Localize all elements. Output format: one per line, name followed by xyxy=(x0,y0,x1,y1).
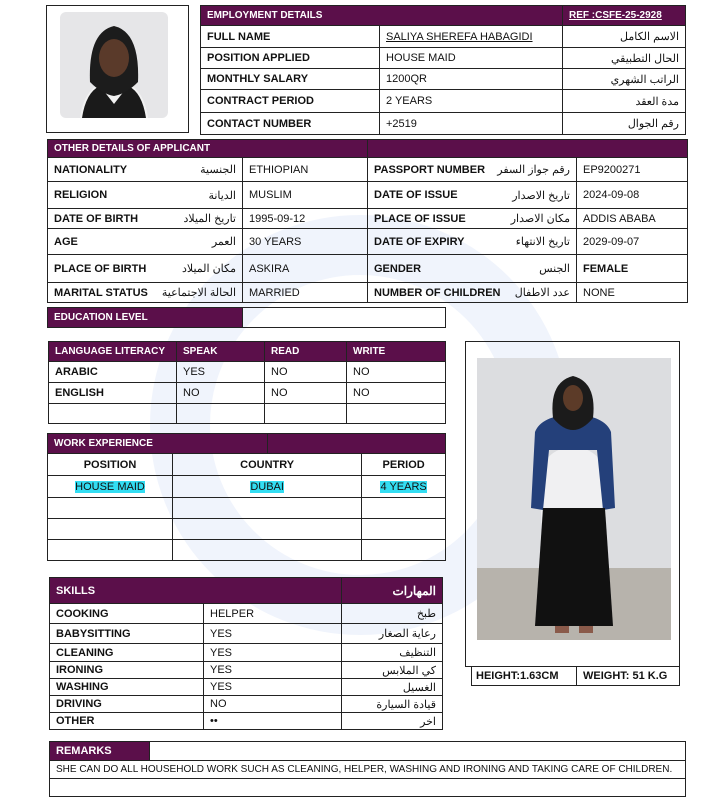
measurements-bar xyxy=(471,666,680,686)
skill-cooking-value: HELPER xyxy=(204,604,342,624)
other-details-header-right xyxy=(368,140,688,158)
period-column-header: PERIOD xyxy=(362,454,446,476)
education-level-value xyxy=(243,308,446,328)
place-of-issue-label: PLACE OF ISSUE مكان الاصدار xyxy=(374,212,570,225)
skill-babysitting-arabic: رعاية الصغار xyxy=(342,624,443,644)
language-arabic: ARABIC xyxy=(49,362,177,383)
age-value: 30 YEARS xyxy=(243,229,368,255)
employment-details-table xyxy=(200,5,686,135)
arabic-speak: YES xyxy=(177,362,265,383)
place-of-issue-value: ADDIS ABABA xyxy=(577,209,688,229)
work-experience-header-right xyxy=(267,434,445,454)
number-of-children-label: NUMBER OF CHILDREN عدد الاطفال xyxy=(374,286,570,299)
passport-photo-frame xyxy=(46,5,189,133)
language-literacy-table xyxy=(48,341,446,424)
work-position-value: HOUSE MAID xyxy=(48,476,173,498)
english-read: NO xyxy=(265,383,347,404)
religion-value: MUSLIM xyxy=(243,182,368,209)
skill-driving-label: DRIVING xyxy=(50,696,204,713)
skill-ironing-arabic: كي الملابس xyxy=(342,662,443,679)
language-empty-cell xyxy=(177,404,265,424)
skill-babysitting-value: YES xyxy=(204,624,342,644)
work-empty-cell xyxy=(48,498,173,519)
number-of-children-value: NONE xyxy=(577,283,688,303)
gender-value: FEMALE xyxy=(577,255,688,283)
work-empty-cell xyxy=(48,540,173,561)
contact-number-value: +2519 xyxy=(380,113,563,135)
skill-cleaning-arabic: التنظيف xyxy=(342,644,443,662)
work-experience-header: WORK EXPERIENCE xyxy=(48,434,268,454)
monthly-salary-arabic: الراتب الشهري xyxy=(563,69,686,90)
language-empty-cell xyxy=(265,404,347,424)
nationality-label: NATIONALITY الجنسية xyxy=(54,163,236,176)
religion-label: RELIGION الديانة xyxy=(54,189,236,202)
gender-label: GENDER الجنس xyxy=(374,262,570,275)
language-english: ENGLISH xyxy=(49,383,177,404)
marital-status-value: MARRIED xyxy=(243,283,368,303)
passport-number-value: EP9200271 xyxy=(577,158,688,182)
remarks-header-right xyxy=(150,742,686,761)
contract-period-value: 2 YEARS xyxy=(380,90,563,113)
date-of-expiry-value: 2029-09-07 xyxy=(577,229,688,255)
work-period-value: 4 YEARS xyxy=(362,476,446,498)
remarks-text: SHE CAN DO ALL HOUSEHOLD WORK SUCH AS CLEANING, HELPER, WASHING AND IRONING AND TAKING CARE OF CHILDREN. xyxy=(50,761,686,779)
age-label: AGE العمر xyxy=(54,235,236,248)
full-body-photo-frame xyxy=(465,341,680,682)
skill-babysitting-label: BABYSITTING xyxy=(50,624,204,644)
skill-cooking-arabic: طبخ xyxy=(342,604,443,624)
skills-header-arabic: المهارات xyxy=(342,578,443,604)
education-level-header: EDUCATION LEVEL xyxy=(48,308,243,328)
skill-washing-label: WASHING xyxy=(50,679,204,696)
english-write: NO xyxy=(347,383,446,404)
skills-table xyxy=(49,577,443,730)
country-column-header: COUNTRY xyxy=(173,454,362,476)
position-applied-value: HOUSE MAID xyxy=(380,48,563,69)
weight-label: WEIGHT: 51 K.G xyxy=(583,670,668,682)
contract-period-label: CONTRACT PERIOD xyxy=(201,90,380,113)
arabic-read: NO xyxy=(265,362,347,383)
full-name-value: SALIYA SHEREFA HABAGIDI xyxy=(380,26,563,48)
speak-header: SPEAK xyxy=(177,342,265,362)
skill-cooking-label: COOKING xyxy=(50,604,204,624)
skill-other-label: OTHER xyxy=(50,713,204,730)
passport-number-label: PASSPORT NUMBER رقم جواز السفر xyxy=(374,163,570,176)
height-label: HEIGHT:1.63CM xyxy=(472,667,577,685)
passport-photo xyxy=(60,12,168,118)
skill-cleaning-label: CLEANING xyxy=(50,644,204,662)
work-empty-cell xyxy=(48,519,173,540)
marital-status-label: MARITAL STATUS الحالة الاجتماعية xyxy=(54,286,236,299)
date-of-birth-value: 1995-09-12 xyxy=(243,209,368,229)
contact-number-arabic: رقم الجوال xyxy=(563,113,686,135)
work-empty-cell xyxy=(362,519,446,540)
work-empty-cell xyxy=(173,519,362,540)
position-applied-label: POSITION APPLIED xyxy=(201,48,380,69)
work-empty-cell xyxy=(362,498,446,519)
ref-number: REF :CSFE-25-2928 xyxy=(563,6,686,26)
other-details-table xyxy=(47,139,688,303)
full-name-label: FULL NAME xyxy=(201,26,380,48)
remarks-header: REMARKS xyxy=(50,742,150,761)
arabic-write: NO xyxy=(347,362,446,383)
other-details-header: OTHER DETAILS OF APPLICANT xyxy=(48,140,368,158)
skill-driving-arabic: قيادة السيارة xyxy=(342,696,443,713)
skill-washing-arabic: الغسيل xyxy=(342,679,443,696)
read-header: READ xyxy=(265,342,347,362)
language-empty-cell xyxy=(347,404,446,424)
monthly-salary-value: 1200QR xyxy=(380,69,563,90)
skill-cleaning-value: YES xyxy=(204,644,342,662)
education-level-table xyxy=(47,307,446,328)
work-country-value: DUBAI xyxy=(173,476,362,498)
employment-header: EMPLOYMENT DETAILS xyxy=(201,6,563,26)
date-of-expiry-label: DATE OF EXPIRY تاريخ الانتهاء xyxy=(374,235,570,248)
skill-other-value: •• xyxy=(204,713,342,730)
work-empty-cell xyxy=(173,540,362,561)
full-body-photo xyxy=(477,358,671,640)
remarks-table xyxy=(49,741,686,797)
full-name-arabic: الاسم الكامل xyxy=(563,26,686,48)
remarks-empty-row xyxy=(50,779,686,797)
nationality-value: ETHIOPIAN xyxy=(243,158,368,182)
skill-other-arabic: اخر xyxy=(342,713,443,730)
monthly-salary-label: MONTHLY SALARY xyxy=(201,69,380,90)
skill-driving-value: NO xyxy=(204,696,342,713)
contract-period-arabic: مدة العقد xyxy=(563,90,686,113)
date-of-issue-value: 2024-09-08 xyxy=(577,182,688,209)
skill-ironing-value: YES xyxy=(204,662,342,679)
date-of-birth-label: DATE OF BIRTH تاريخ الميلاد xyxy=(54,212,236,225)
date-of-issue-label: DATE OF ISSUE تاريخ الاصدار xyxy=(374,189,570,202)
write-header: WRITE xyxy=(347,342,446,362)
work-empty-cell xyxy=(362,540,446,561)
skill-washing-value: YES xyxy=(204,679,342,696)
work-empty-cell xyxy=(173,498,362,519)
position-column-header: POSITION xyxy=(48,454,173,476)
work-experience-table xyxy=(47,433,446,561)
language-literacy-header: LANGUAGE LITERACY xyxy=(49,342,177,362)
skill-ironing-label: IRONING xyxy=(50,662,204,679)
skills-header: SKILLS xyxy=(50,578,342,604)
english-speak: NO xyxy=(177,383,265,404)
place-of-birth-label: PLACE OF BIRTH مكان الميلاد xyxy=(54,262,236,275)
contact-number-label: CONTACT NUMBER xyxy=(201,113,380,135)
position-applied-arabic: الحال التطبيقي xyxy=(563,48,686,69)
language-empty-cell xyxy=(49,404,177,424)
place-of-birth-value: ASKIRA xyxy=(243,255,368,283)
